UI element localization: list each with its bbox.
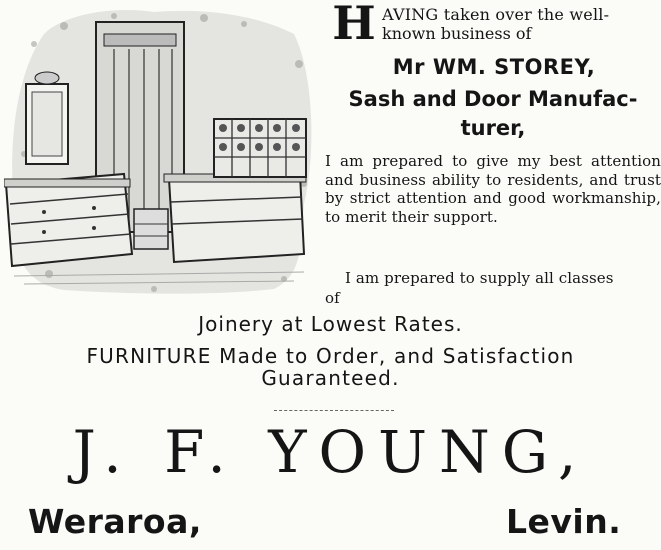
divider (274, 410, 394, 411)
supply-line-1: I am prepared to supply all classes (345, 269, 614, 287)
trade-line-1: Sash and Door Manufac- (348, 87, 638, 111)
furniture-engraving-icon (4, 4, 320, 296)
town-levin: Levin. (506, 502, 622, 541)
joinery-headline: Joinery at Lowest Rates. (198, 312, 463, 336)
furniture-line-1: FURNITURE Made to Order, and Satisfaction (86, 344, 575, 368)
proprietor-name: J. F. YOUNG, (72, 418, 589, 486)
trade-line-2: turer, (460, 116, 526, 140)
intro-line-2: known business of (382, 24, 532, 43)
furniture-line-2: Guaranteed. (261, 366, 400, 390)
furniture-illustration (4, 4, 320, 296)
supply-line-2: of (325, 289, 340, 307)
drop-cap: H (332, 0, 374, 50)
supply-paragraph (325, 268, 661, 308)
furniture-offer (0, 345, 661, 389)
body-paragraph: I am prepared to give my best attention and business ability to residents, and trust by strict attention and good workmanship, to merit their support. (325, 152, 661, 226)
trade-description (326, 85, 660, 143)
predecessor-name: Mr WM. STOREY, (392, 55, 596, 79)
intro-line-1: AVING taken over the well- (382, 5, 610, 24)
town-weraroa: Weraroa, (28, 502, 202, 541)
